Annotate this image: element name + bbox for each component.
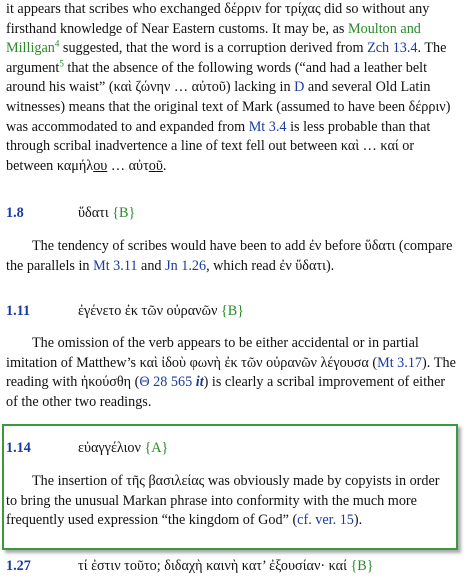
text: . (162, 157, 167, 174)
rating-badge: {A} (144, 440, 169, 456)
witness-it: it (195, 374, 204, 391)
zch-13-4-link[interactable]: Zch 13.4 (367, 40, 418, 57)
lemma-1-27 (78, 558, 374, 575)
text: was obviously made by copyists in order to bring the unusual Markan phrase into conformity with the much more frequently used expression “the kingdom of God” ( (6, 473, 440, 529)
greek-text: καὶ … καί (340, 138, 399, 155)
greek-text: ἐν (308, 238, 322, 254)
text: ). (325, 257, 335, 274)
footnote-4-link[interactable]: 4 (54, 38, 60, 49)
greek-text: τῆς βασιλείας (126, 473, 205, 489)
text: and (137, 257, 166, 274)
text: ( (368, 354, 378, 371)
lemma-text: εὐαγγέλιον (78, 440, 141, 456)
text: suggested, that the word is a corruption derived from (59, 40, 368, 57)
manuscript-d-link[interactable]: D (294, 79, 305, 96)
moulton-milligan-link[interactable]: Moulton and Milligan (6, 20, 421, 57)
lemma-text: τί ἐστιν τοῦτο; διδαχὴ καινὴ κατ’ ἐξουσίαν· καί (78, 558, 347, 574)
greek-underlined: ου (93, 157, 108, 174)
text: that the absence of the following words (“and had a leather belt around his waist” ( (6, 59, 428, 96)
witnesses-link[interactable] (139, 374, 203, 390)
text: (compare the parallels in (6, 238, 453, 274)
verse-number-1-8: 1.8 (6, 205, 24, 221)
verse-number-1-14: 1.14 (6, 440, 31, 456)
lemma-1-11 (78, 303, 244, 320)
text: , which read (206, 257, 280, 274)
text: ) was accommodated to and expanded from (6, 98, 451, 135)
lemma-1-14 (78, 440, 168, 457)
text: The omission of the verb appears to be either accidental or in partial imitation of Matthew’s (6, 335, 419, 371)
greek-text: ὕδατι (364, 238, 396, 254)
text: ). The reading with (6, 354, 456, 391)
cf-ver-15-link[interactable]: cf. ver. 15 (297, 512, 354, 529)
greek-text: αὐτ (128, 157, 149, 174)
lemma-text: ἐγένετο ἐκ τῶν οὐρανῶν (78, 303, 218, 319)
lemma-1-8 (78, 205, 135, 222)
rating-badge: {B} (220, 303, 244, 319)
mt-3-17-link[interactable]: Mt 3.17 (377, 354, 423, 371)
text: before (321, 238, 365, 254)
greek-text: δέρριν (408, 98, 446, 115)
text: ). (353, 512, 363, 529)
text: . The argument (6, 40, 447, 76)
text: is less probable than that through scribal inadvertence a line of text fell out between (6, 118, 431, 155)
text: it appears that scribes who exchanged (6, 1, 225, 17)
greek-underlined: οῦ (148, 157, 163, 174)
text: ) lacking in (225, 79, 295, 96)
text: ) is clearly a scribal improvement of either of the other two readings. (6, 374, 446, 410)
greek-text: καμήλ (56, 157, 94, 174)
verse-number-1-27: 1.27 (6, 558, 31, 574)
text: ( (131, 374, 140, 391)
greek-text: καὶ ἰδοὺ φωνὴ ἐκ τῶν οὐρανῶν λέγουσα (139, 354, 369, 371)
greek-text: τρίχας (284, 1, 321, 17)
rating-badge: {B} (350, 558, 374, 574)
text: The tendency of scribes would have been to add (32, 238, 309, 254)
text: … (107, 157, 129, 174)
intro-paragraph (6, 0, 458, 176)
greek-text: καὶ ζώνην … αὐτοῦ (113, 79, 226, 96)
commentary-1-11 (6, 334, 458, 412)
witness-list: Θ 28 565 (139, 374, 196, 391)
greek-text: ἐν ὕδατι (279, 257, 326, 274)
greek-text: ἠκούσθη (80, 374, 132, 391)
text: or between (6, 138, 415, 174)
footnote-5-link[interactable]: 5 (59, 58, 64, 69)
verse-number-1-11: 1.11 (6, 303, 31, 319)
mt-3-4-link[interactable]: Mt 3.4 (248, 118, 287, 135)
commentary-1-8 (6, 237, 458, 276)
jn-1-26-link[interactable]: Jn 1.26 (165, 257, 207, 274)
commentary-1-14 (6, 472, 450, 531)
text: and several Old Latin witnesses) means that the original text of Mark (assumed to have been (6, 79, 431, 115)
text: The insertion of (32, 473, 127, 489)
lemma-text: ὕδατι (78, 205, 109, 221)
mt-3-11-link[interactable]: Mt 3.11 (93, 257, 138, 274)
text: did so without any firsthand knowledge of Near Eastern customs. It may be, as (6, 1, 430, 37)
greek-text: δέρριν (224, 1, 262, 17)
rating-badge: {B} (112, 205, 136, 221)
text: for (261, 1, 285, 17)
